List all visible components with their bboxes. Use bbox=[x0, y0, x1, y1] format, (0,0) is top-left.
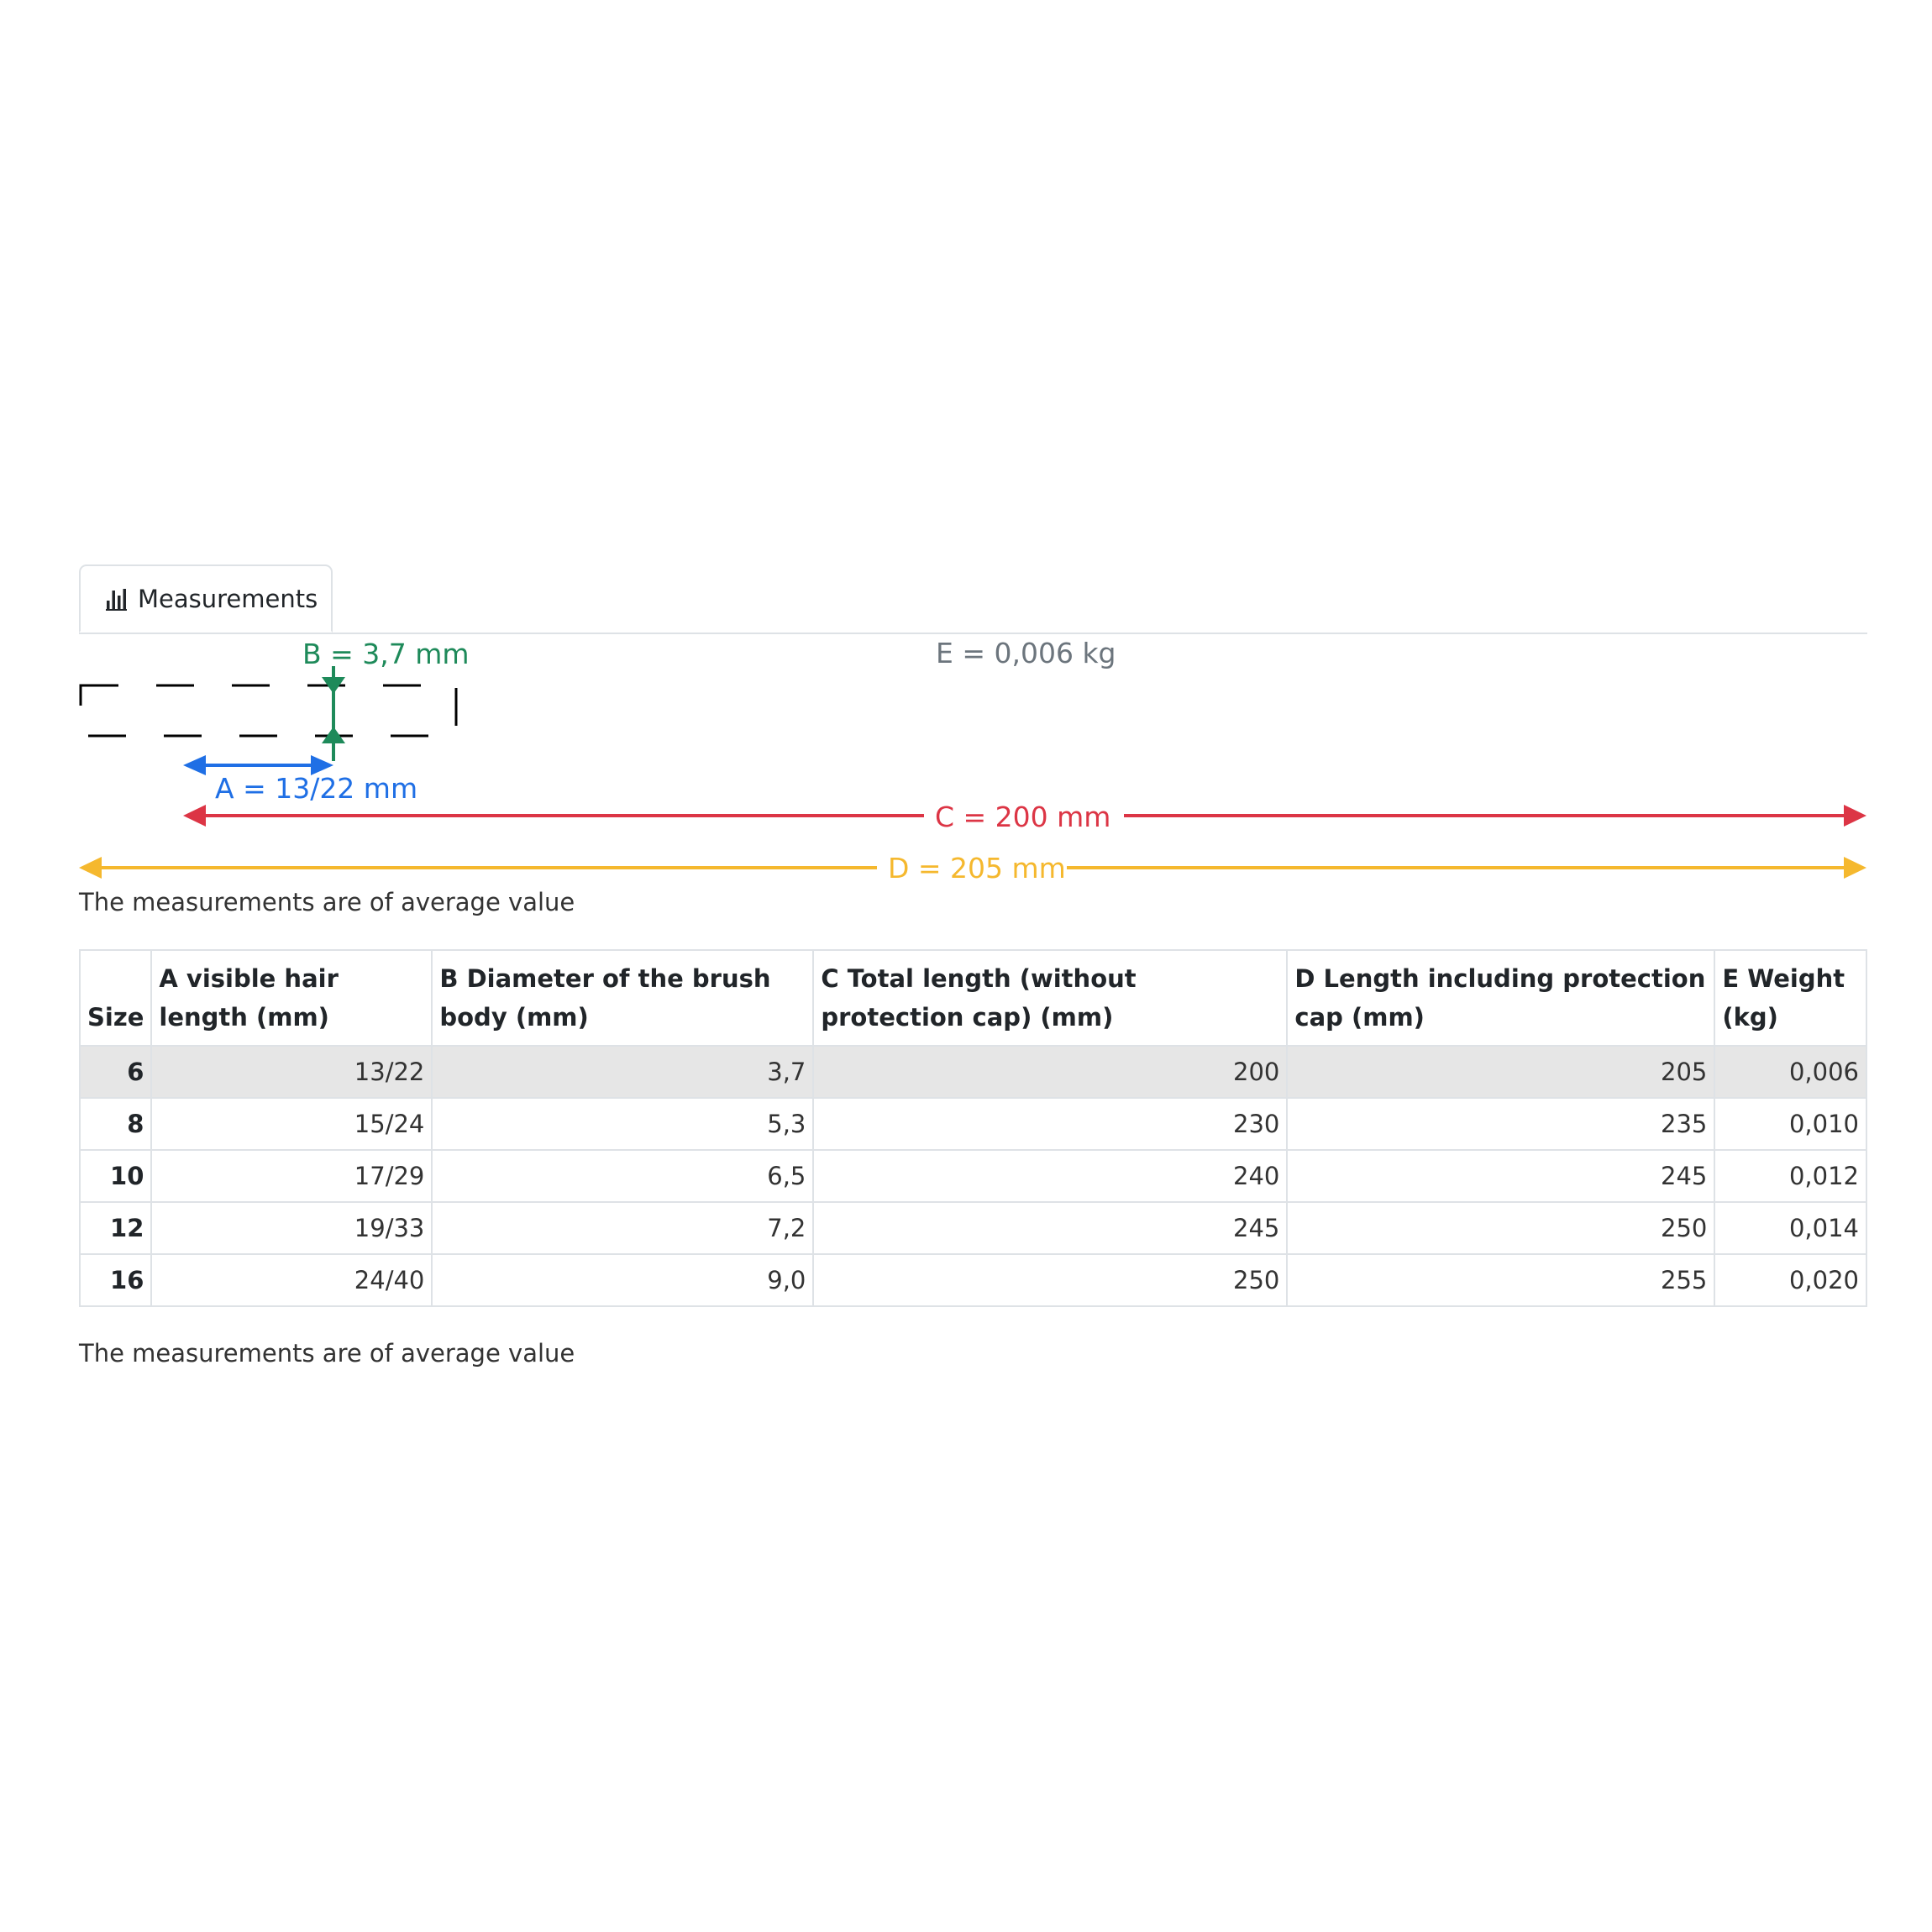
cell-e: 0,020 bbox=[1714, 1254, 1866, 1306]
header-d: D Length including protection cap (mm) bbox=[1287, 950, 1714, 1046]
table-row bbox=[80, 1254, 1866, 1306]
header-c: C Total length (without protection cap) (mm) bbox=[813, 950, 1287, 1046]
header-size: Size bbox=[80, 950, 151, 1046]
e-weight-label: E = 0,006 kg bbox=[936, 637, 1116, 669]
cell-size: 6 bbox=[80, 1046, 151, 1098]
table-row bbox=[80, 1150, 1866, 1202]
header-b: B Diameter of the brush body (mm) bbox=[432, 950, 813, 1046]
cell-size: 10 bbox=[80, 1150, 151, 1202]
table-row bbox=[80, 1098, 1866, 1150]
header-a: A visible hair length (mm) bbox=[151, 950, 432, 1046]
cell-a: 19/33 bbox=[151, 1202, 432, 1254]
cell-e: 0,010 bbox=[1714, 1098, 1866, 1150]
a-dimension-label: A = 13/22 mm bbox=[215, 772, 418, 805]
cell-d: 205 bbox=[1287, 1046, 1714, 1098]
cell-size: 12 bbox=[80, 1202, 151, 1254]
cell-d: 250 bbox=[1287, 1202, 1714, 1254]
average-value-note: The measurements are of average value bbox=[79, 888, 575, 916]
cell-c: 200 bbox=[813, 1046, 1287, 1098]
cell-size: 16 bbox=[80, 1254, 151, 1306]
cell-c: 245 bbox=[813, 1202, 1287, 1254]
cell-c: 230 bbox=[813, 1098, 1287, 1150]
cell-b: 6,5 bbox=[432, 1150, 813, 1202]
header-e: E Weight (kg) bbox=[1714, 950, 1866, 1046]
cell-e: 0,014 bbox=[1714, 1202, 1866, 1254]
table-header-row bbox=[80, 950, 1866, 1046]
cell-size: 8 bbox=[80, 1098, 151, 1150]
cell-b: 9,0 bbox=[432, 1254, 813, 1306]
cell-e: 0,012 bbox=[1714, 1150, 1866, 1202]
cell-b: 7,2 bbox=[432, 1202, 813, 1254]
cell-d: 255 bbox=[1287, 1254, 1714, 1306]
measurements-table bbox=[79, 949, 1867, 1307]
c-dimension-label: C = 200 mm bbox=[935, 801, 1111, 833]
cell-a: 15/24 bbox=[151, 1098, 432, 1150]
measurement-diagram bbox=[0, 622, 1932, 907]
cell-b: 5,3 bbox=[432, 1098, 813, 1150]
cell-a: 13/22 bbox=[151, 1046, 432, 1098]
b-dimension-label: B = 3,7 mm bbox=[302, 638, 470, 670]
cell-d: 235 bbox=[1287, 1098, 1714, 1150]
b-dimension-marker bbox=[322, 666, 345, 761]
cell-c: 240 bbox=[813, 1150, 1287, 1202]
cell-c: 250 bbox=[813, 1254, 1287, 1306]
cell-e: 0,006 bbox=[1714, 1046, 1866, 1098]
cell-a: 24/40 bbox=[151, 1254, 432, 1306]
cell-b: 3,7 bbox=[432, 1046, 813, 1098]
table-row bbox=[80, 1202, 1866, 1254]
average-value-note-bottom: The measurements are of average value bbox=[79, 1339, 575, 1368]
table-row bbox=[80, 1046, 1866, 1098]
tab-measurements-label: Measurements bbox=[138, 584, 318, 613]
d-dimension-label: D = 205 mm bbox=[888, 852, 1066, 885]
cell-d: 245 bbox=[1287, 1150, 1714, 1202]
bar-chart-icon bbox=[106, 587, 128, 611]
cell-a: 17/29 bbox=[151, 1150, 432, 1202]
brush-body-outline bbox=[81, 685, 456, 736]
